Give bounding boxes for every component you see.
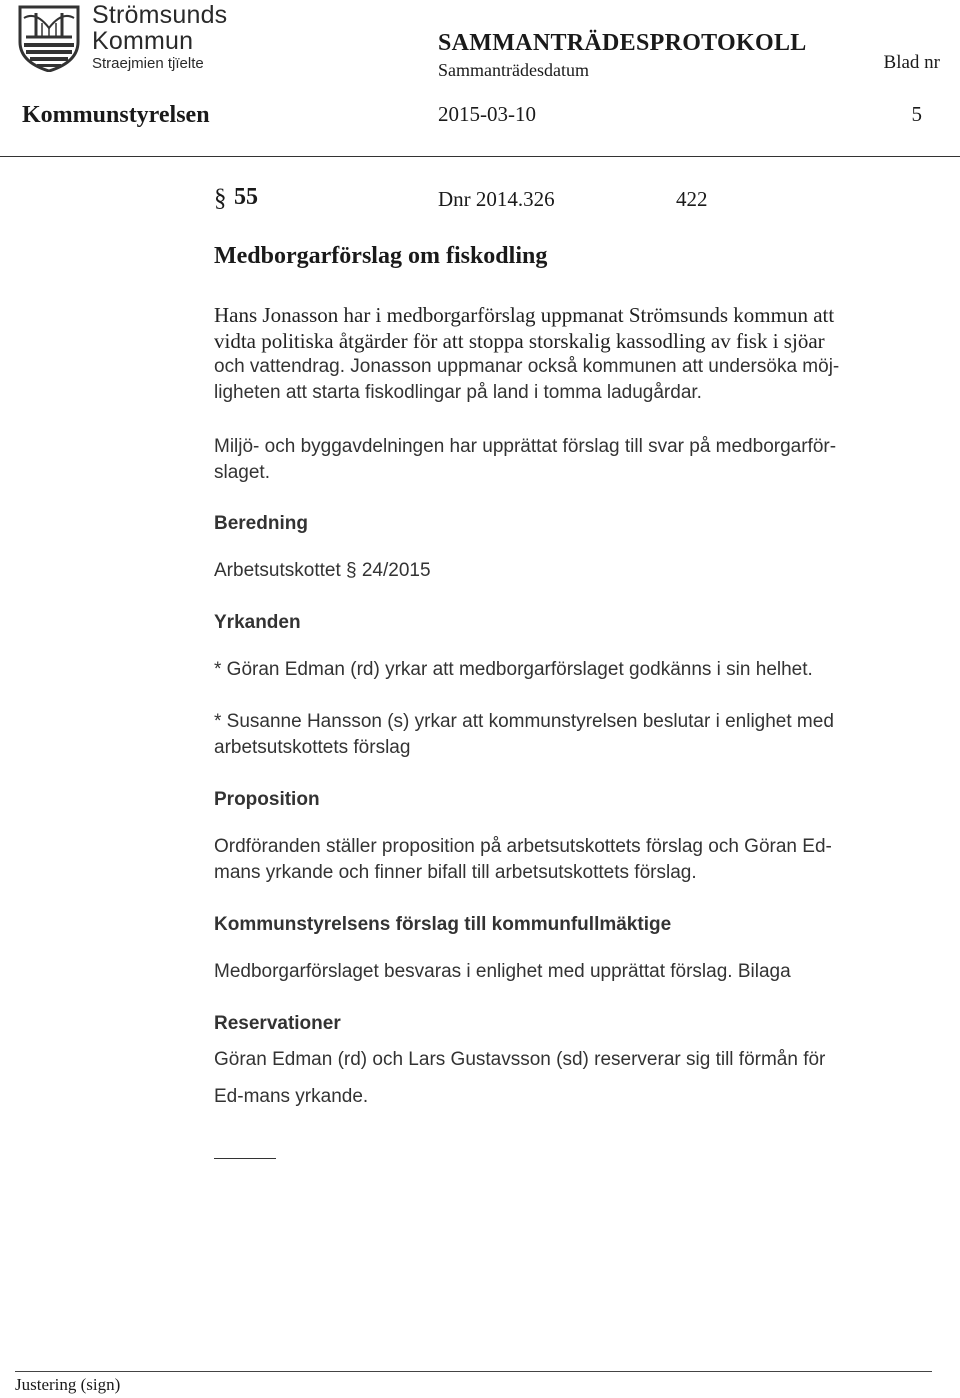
paragraph-line: mans yrkande och finner bifall till arbetsutskottets förslag.	[214, 862, 697, 883]
paragraph-line: Göran Edman (rd) och Lars Gustavsson (sd) reserverar sig till förmån för	[214, 1049, 826, 1070]
section-heading-proposition: Proposition	[214, 789, 320, 810]
bridge-shield-logo-icon	[16, 4, 82, 72]
document-type-title: SAMMANTRÄDESPROTOKOLL	[438, 30, 807, 56]
brand-subname: Kommun	[92, 27, 194, 55]
footer-divider	[15, 1371, 932, 1372]
brand-name: Strömsunds	[92, 1, 228, 29]
paragraph-line: Hans Jonasson har i medborgarförslag uppmanat Strömsunds kommun att	[214, 303, 835, 327]
header-divider	[0, 156, 960, 157]
page-number: 5	[911, 102, 922, 126]
paragraph-line: Ed-mans yrkande.	[214, 1086, 369, 1107]
meeting-date: 2015-03-10	[438, 102, 536, 126]
paragraph-number: 55	[234, 184, 258, 210]
paragraph-line: vidta politiska åtgärder för att stoppa storskalig kassodling av fisk i sjöar	[214, 329, 825, 353]
diary-number: Dnr 2014.326	[438, 187, 555, 211]
paragraph-line: Ordföranden ställer proposition på arbetsutskottets förslag och Göran Ed-	[214, 836, 832, 857]
section-heading-yrkanden: Yrkanden	[214, 612, 301, 633]
paragraph-line: Miljö- och byggavdelningen har upprättat förslag till svar på medborgarför-	[214, 436, 837, 457]
beredning-text: Arbetsutskottet § 24/2015	[214, 560, 431, 581]
diary-number-suffix: 422	[676, 187, 708, 211]
organization-name: Kommunstyrelsen	[22, 102, 210, 128]
page-number-label: Blad nr	[883, 52, 940, 73]
signature-label: Justering (sign)	[15, 1375, 121, 1394]
end-rule	[214, 1158, 276, 1159]
yrkande-item-continuation: arbetsutskottets förslag	[214, 737, 411, 758]
paragraph-line: slaget.	[214, 462, 270, 483]
section-heading-beredning: Beredning	[214, 513, 308, 534]
item-title: Medborgarförslag om fiskodling	[214, 243, 548, 269]
section-heading-forslag: Kommunstyrelsens förslag till kommunfullmäktige	[214, 914, 672, 935]
paragraph-line: och vattendrag. Jonasson uppmanar också kommunen att undersöka möj-	[214, 356, 840, 377]
yrkande-item: * Susanne Hansson (s) yrkar att kommunstyrelsen beslutar i enlighet med	[214, 711, 834, 732]
yrkande-item: * Göran Edman (rd) yrkar att medborgarförslaget godkänns i sin helhet.	[214, 659, 813, 680]
section-heading-reservationer: Reservationer	[214, 1013, 341, 1034]
paragraph-line: ligheten att starta fiskodlingar på land i tomma ladugårdar.	[214, 382, 702, 403]
brand-sami-name: Straejmien tjïelte	[92, 55, 204, 72]
meeting-date-label: Sammanträdesdatum	[438, 60, 589, 80]
section-sign: §	[214, 185, 227, 212]
forslag-text: Medborgarförslaget besvaras i enlighet med upprättat förslag. Bilaga	[214, 961, 791, 982]
